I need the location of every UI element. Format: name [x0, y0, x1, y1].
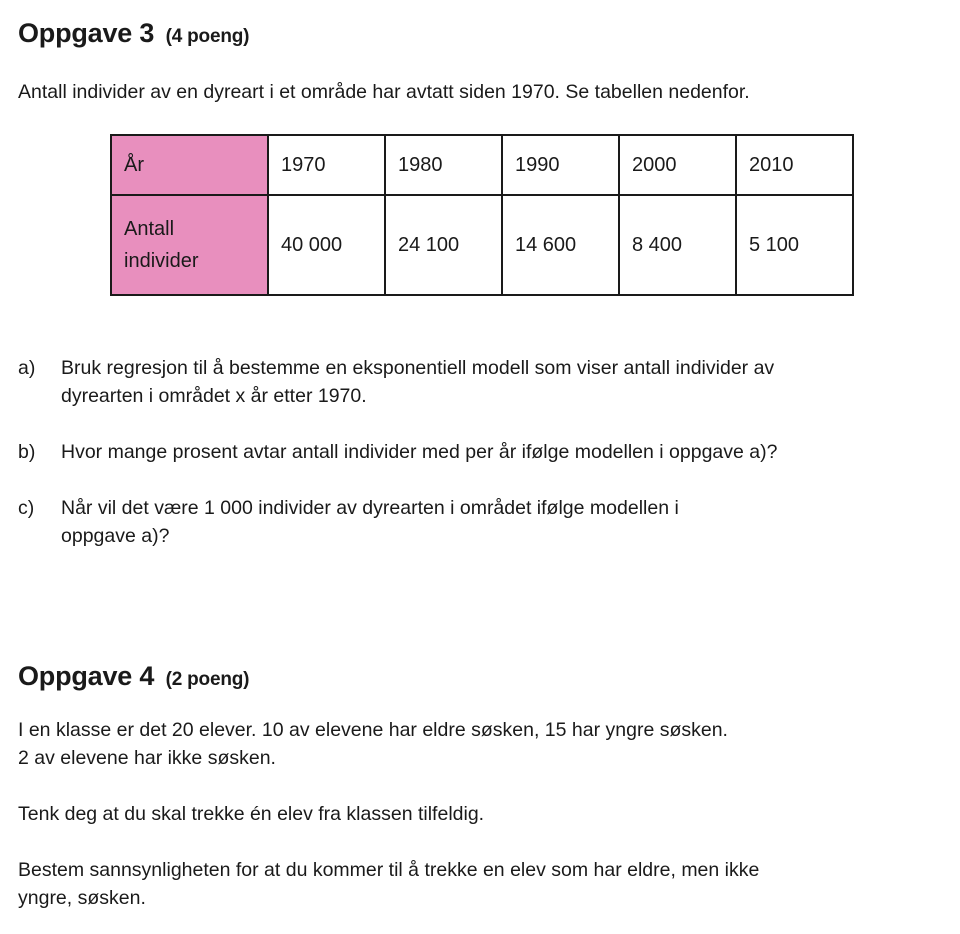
question-text-line2: dyrearten i området x år etter 1970.	[61, 385, 367, 407]
question-label: c)	[18, 497, 35, 519]
table-cell-count: 24 100	[385, 195, 502, 295]
table-header-count-line2: individer	[124, 250, 199, 272]
question-text-line1: Når vil det være 1 000 individer av dyrearten i området ifølge modellen i	[61, 497, 679, 519]
population-table	[110, 134, 854, 296]
question-text-line2: oppgave a)?	[61, 525, 170, 547]
table-cell-count: 40 000	[268, 195, 385, 295]
table-header-year: År	[111, 135, 268, 195]
question-label: a)	[18, 357, 36, 379]
table-cell-count: 8 400	[619, 195, 736, 295]
task4-para1-line1: I en klasse er det 20 elever. 10 av elevene har eldre søsken, 15 har yngre søsken.	[18, 719, 728, 741]
task4-points: (2 poeng)	[165, 669, 250, 690]
table-header-count	[111, 195, 268, 295]
question-label: b)	[18, 441, 36, 463]
table-row-count	[111, 195, 853, 295]
task3-title: Oppgave 3	[18, 18, 155, 48]
table-row-year	[111, 135, 853, 195]
question-text-line1: Bruk regresjon til å bestemme en eksponentiell modell som viser antall individer av	[61, 357, 775, 379]
task4-para2: Tenk deg at du skal trekke én elev fra klassen tilfeldig.	[18, 803, 485, 825]
table-cell-year: 1970	[268, 135, 385, 195]
table-cell-count: 14 600	[502, 195, 619, 295]
table-cell-year: 1980	[385, 135, 502, 195]
task3-intro: Antall individer av en dyreart i et område har avtatt siden 1970. Se tabellen nedenfor.	[18, 81, 750, 103]
table-cell-year: 2010	[736, 135, 853, 195]
task4-para3-line2: yngre, søsken.	[18, 887, 146, 909]
task4-para1-line2: 2 av elevene har ikke søsken.	[18, 747, 276, 769]
table-header-count-line1: Antall	[124, 218, 175, 240]
task4-para3-line1: Bestem sannsynligheten for at du kommer til å trekke en elev som har eldre, men ikke	[18, 859, 760, 881]
task3-points: (4 poeng)	[165, 26, 250, 47]
table-cell-count: 5 100	[736, 195, 853, 295]
table-cell-year: 1990	[502, 135, 619, 195]
task4-title: Oppgave 4	[18, 661, 155, 691]
question-text-line1: Hvor mange prosent avtar antall individer med per år ifølge modellen i oppgave a)?	[61, 441, 778, 463]
task3-heading	[18, 18, 249, 49]
task4-heading	[18, 661, 249, 692]
table-cell-year: 2000	[619, 135, 736, 195]
